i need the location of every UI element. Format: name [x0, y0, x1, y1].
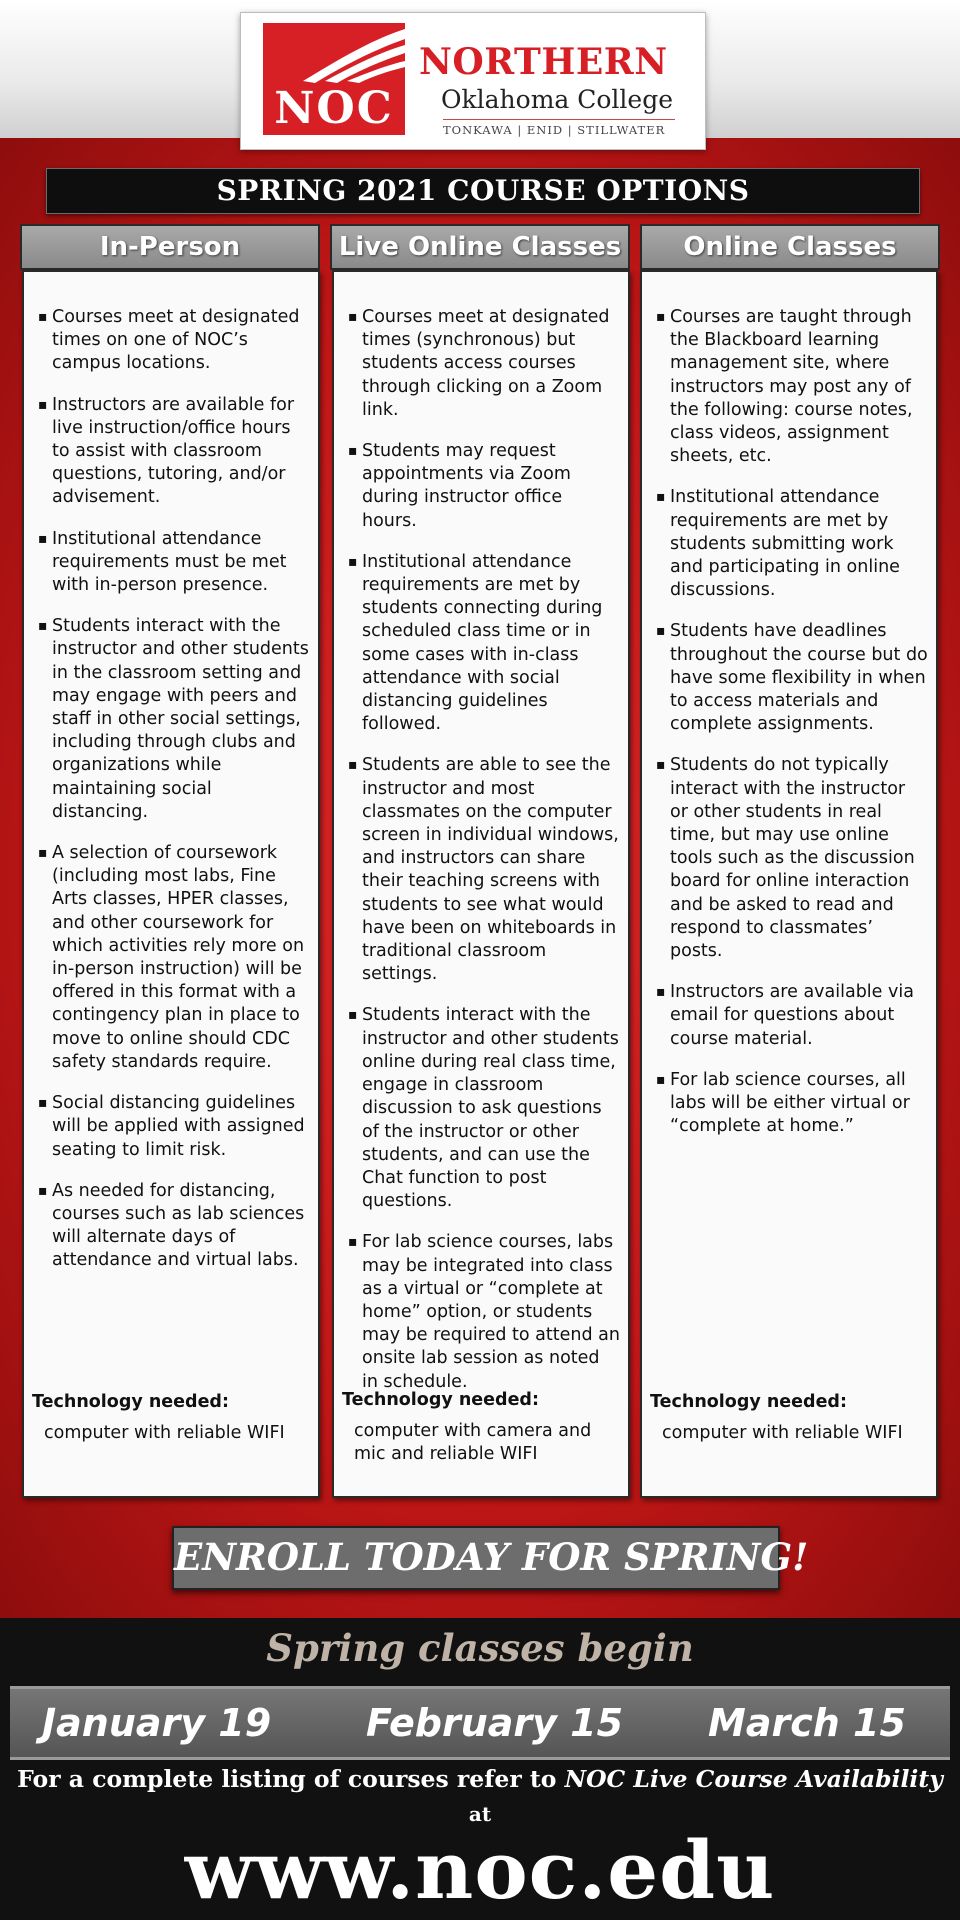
website-url: www.noc.edu — [184, 1823, 776, 1917]
enroll-banner: ENROLL TODAY FOR SPRING! — [172, 1526, 780, 1590]
technology-heading: Technology needed: — [32, 1392, 229, 1412]
column-title-live-online: Live Online Classes — [330, 224, 630, 270]
list-item: ▪ Social distancing guidelines will be applied with assigned seating to limit risk. — [38, 1092, 310, 1162]
technology-section — [342, 1388, 622, 1466]
logo-emblem — [263, 23, 405, 135]
list-item: ▪ Institutional attendance requirements are met by students submitting work and participating in online discussions. — [656, 486, 928, 602]
logo-divider — [443, 119, 675, 120]
logo-name-line1: NORTHERN — [419, 41, 668, 83]
technology-section — [32, 1390, 312, 1445]
start-date-1: January 19 — [42, 1701, 272, 1745]
list-item: ▪ Instructors are available via email for questions about course material. — [656, 981, 928, 1051]
logo-campuses: TONKAWA | ENID | STILLWATER — [443, 123, 666, 137]
bullet-list — [334, 272, 628, 1394]
start-date-2: February 15 — [366, 1701, 624, 1745]
logo-name-line2: Oklahoma College — [441, 85, 674, 114]
list-item: ▪ Courses meet at designated times on one of NOC’s campus locations. — [38, 306, 310, 376]
technology-heading: Technology needed: — [342, 1390, 539, 1410]
list-item: ▪ Students have deadlines throughout the course but do have some flexibility in when to access materials and complete assignments. — [656, 620, 928, 736]
dates-bar — [10, 1686, 950, 1760]
list-item: ▪ Institutional attendance requirements must be met with in-person presence. — [38, 528, 310, 598]
list-item: ▪ A selection of coursework (including most labs, Fine Arts classes, HPER classes, and other coursework for which activities rely more on in-person instruction) will be offered in this format with a contingency plan in place to move to online should CDC safety standards require. — [38, 842, 310, 1074]
listing-prefix: For a complete listing of courses refer to — [17, 1765, 557, 1793]
list-item: ▪ Courses meet at designated times (synchronous) but students access courses through clicking on a Zoom link. — [348, 306, 620, 422]
college-logo — [240, 12, 706, 150]
column-live-online — [332, 270, 630, 1498]
listing-at: at — [468, 1802, 492, 1826]
technology-section — [650, 1390, 930, 1445]
page-title: SPRING 2021 COURSE OPTIONS — [46, 168, 920, 214]
technology-value: computer with reliable WIFI — [44, 1423, 285, 1443]
column-title-online: Online Classes — [640, 224, 940, 270]
list-item: ▪ Students interact with the instructor and other students online during real class time, engage in classroom discussion to ask questions of the instructor or other students, and can use the Chat function to post questions. — [348, 1004, 620, 1213]
list-item: ▪ Students are able to see the instructor and most classmates on the computer screen in individual windows, and instructors can share their teaching screens with students to see what would have been on whiteboards in traditional classroom settings. — [348, 754, 620, 986]
list-item: ▪ For lab science courses, all labs will be either virtual or “complete at home.” — [656, 1069, 928, 1139]
list-item: ▪ For lab science courses, labs may be integrated into class as a virtual or “complete at home” option, or students may be required to attend an onsite lab session as noted in schedule. — [348, 1231, 620, 1393]
bullet-list — [24, 272, 318, 1273]
list-item: ▪ Students may request appointments via Zoom during instructor office hours. — [348, 440, 620, 533]
logo-abbreviation: NOC — [274, 83, 394, 134]
list-item: ▪ Students do not typically interact with the instructor or other students in real time, but may use online tools such as the discussion board for online interaction and be asked to read and respond to classmates’ posts. — [656, 754, 928, 963]
technology-value: computer with reliable WIFI — [662, 1423, 903, 1443]
spring-classes-heading: Spring classes begin — [266, 1626, 694, 1670]
list-item: ▪ As needed for distancing, courses such as lab sciences will alternate days of attendance and virtual labs. — [38, 1180, 310, 1273]
listing-link-text: NOC Live Course Availability — [564, 1765, 943, 1793]
course-listing-note — [0, 1764, 960, 1794]
column-in-person — [22, 270, 320, 1498]
technology-heading: Technology needed: — [650, 1392, 847, 1412]
column-online — [640, 270, 938, 1498]
list-item: ▪ Institutional attendance requirements are met by students connecting during scheduled class time or in some cases with in-class attendance with social distancing guidelines followed. — [348, 551, 620, 737]
list-item: ▪ Students interact with the instructor and other students in the classroom setting and may engage with peers and staff in other social settings, including through clubs and organizations while maintaining social distancing. — [38, 615, 310, 824]
column-title-in-person: In-Person — [20, 224, 320, 270]
list-item: ▪ Instructors are available for live instruction/office hours to assist with classroom questions, tutoring, and/or advisement. — [38, 394, 310, 510]
start-date-3: March 15 — [708, 1701, 906, 1745]
technology-value: computer with camera and mic and reliable WIFI — [354, 1421, 592, 1465]
bullet-list — [642, 272, 936, 1139]
list-item: ▪ Courses are taught through the Blackboard learning management site, where instructors may post any of the following: course notes, class videos, assignment sheets, etc. — [656, 306, 928, 468]
